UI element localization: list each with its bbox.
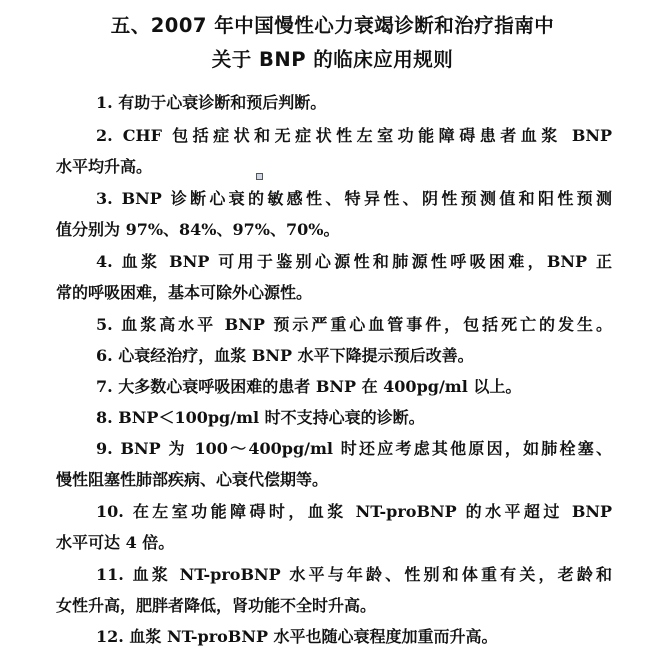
item-text-continued: 水平均升高。 <box>56 157 153 176</box>
item-text: 11. 血浆 NT-proBNP 水平与年龄、性别和体重有关，老龄和 <box>96 565 612 584</box>
item-text-continued: 慢性阻塞性肺部疾病、心衰代偿期等。 <box>56 470 329 489</box>
item-text: 9. BNP 为 100～400pg/ml 时还应考虑其他原因，如肺栓塞、 <box>96 439 612 458</box>
guideline-item-3 <box>56 183 612 245</box>
item-text: 2. CHF 包括症状和无症状性左室功能障碍患者血浆 BNP <box>96 126 612 145</box>
guideline-item-10 <box>56 496 612 558</box>
item-text: 7. 大多数心衰呼吸困难的患者 BNP 在 400pg/ml 以上。 <box>96 377 522 396</box>
guideline-item-8 <box>56 402 612 433</box>
guideline-item-6 <box>56 340 612 371</box>
item-text: 12. 血浆 NT-proBNP 水平也随心衰程度加重而升高。 <box>96 627 498 646</box>
guideline-item-4 <box>56 246 612 308</box>
item-text: 6. 心衰经治疗，血浆 BNP 水平下降提示预后改善。 <box>96 346 474 365</box>
title-line-2: 关于 BNP 的临床应用规则 <box>211 48 454 71</box>
guideline-item-1 <box>56 87 612 118</box>
guideline-item-2 <box>56 120 612 182</box>
item-text: 4. 血浆 BNP 可用于鉴别心源性和肺源性呼吸困难，BNP 正 <box>96 252 612 271</box>
guideline-item-9 <box>56 433 612 495</box>
item-text: 10. 在左室功能障碍时，血浆 NT-proBNP 的水平超过 BNP <box>96 502 612 521</box>
guideline-item-11 <box>56 559 612 621</box>
item-text: 8. BNP＜100pg/ml 时不支持心衰的诊断。 <box>96 408 425 427</box>
item-text-continued: 值分别为 97%、84%、97%、70%。 <box>56 220 340 239</box>
guideline-item-12 <box>56 621 612 652</box>
item-text-continued: 女性升高，肥胖者降低，肾功能不全时升高。 <box>56 596 377 615</box>
item-text-continued: 水平可达 4 倍。 <box>56 533 175 552</box>
item-text: 5. 血浆高水平 BNP 预示严重心血管事件，包括死亡的发生。 <box>96 315 612 334</box>
selection-marker-icon <box>256 173 263 180</box>
item-text: 1. 有助于心衰诊断和预后判断。 <box>96 93 327 112</box>
item-text-continued: 常的呼吸困难，基本可除外心源性。 <box>56 283 313 302</box>
guideline-item-7 <box>56 371 612 402</box>
title-line-1: 五、2007 年中国慢性心力衰竭诊断和治疗指南中 <box>110 14 555 37</box>
item-text: 3. BNP 诊断心衰的敏感性、特异性、阴性预测值和阳性预测 <box>96 189 612 208</box>
guideline-item-5 <box>56 309 612 340</box>
